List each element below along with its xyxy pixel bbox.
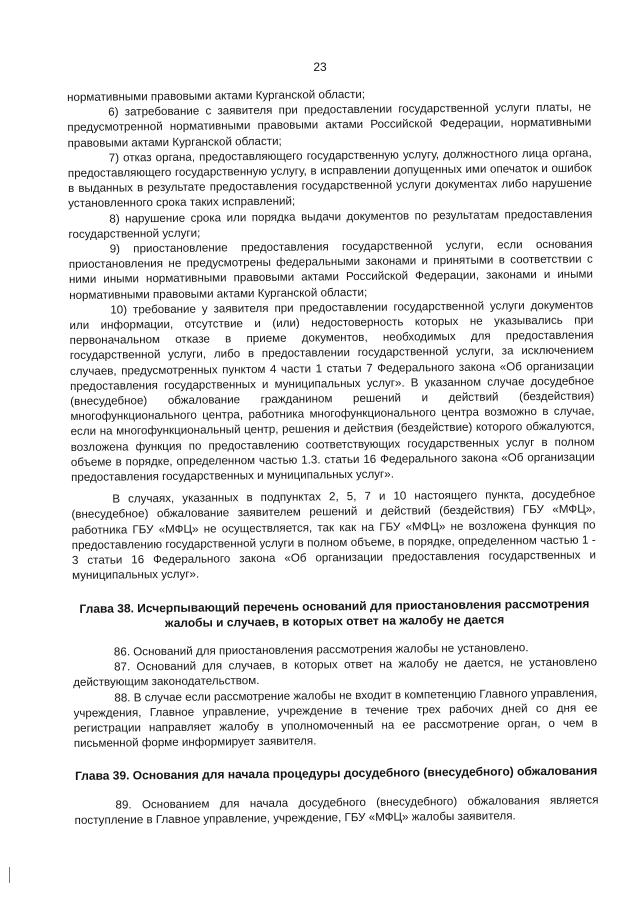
cases-paragraph: В случаях, указанных в подпунктах 2, 5, 7 и 10 настоящего пункта, досудебное (внесудебное) обжалование заявителем решений и действий (бездействия) ГБУ «МФЦ», работника ГБУ «МФЦ» не осуществляется, так как на ГБУ «МФЦ» не возложена функция по предоставлению государственной услуги в полном объеме, в порядке, определенном частью 1 - 3 статьи 16 Федерального закона «Об организации предоставления государственных и муниципальных услуг». [71, 487, 596, 583]
paragraph-89: 89. Основанием для начала досудебного (внесудебного) обжалования является поступление в Главное управление, учреждение, ГБУ «МФЦ» жалобы заявителя. [74, 793, 599, 827]
page-number: 23 [313, 60, 327, 74]
chapter-39-heading: Глава 39. Основания для начала процедуры досудебного (внесудебного) обжалования [74, 763, 598, 784]
chapter-38-heading: Глава 38. Исчерпывающий перечень оснований для приостановления рассмотрения жалобы и случаев, в которых ответ на жалобу не дается [79, 596, 590, 630]
continuation-line: нормативными правовыми актами Курганской области; [67, 87, 366, 104]
list-item: 10) требование у заявителя при предоставлении государственной услуги документов или информации, отсутствие и (или) недостоверность которых не указывались при первоначальном отказе в приеме документов, необходимых для предоставления государственной услуги, либо в предоставлении государственной услуги, за исключением случаев, предусмотренных пунктом 4 части 1 статьи 7 Федерального закона «Об организации предоставления государственных и муниципальных услуг». В указанном случае досудебное (внесудебное) обжалование гражданином решений и действий (бездействия) многофункционального центра, работника многофункционального центра возможно в случае, если на многофункциональный центр, решения и действия (бездействие) которого обжалуются, возложена функция по предоставлению соответствующих государственных услуг в полном объеме в порядке, определенном частью 1.3. статьи 16 Федерального закона «Об организации предоставления государственных и муниципальных услуг». [69, 298, 595, 485]
list-item: 8) нарушение срока или порядка выдачи документов по результатам предоставления государственной услуги; [68, 207, 593, 241]
list-item: 6) затребование с заявителя при предоставлении государственной услуги платы, не предусмотренной нормативными правовыми актами Российской Федерации, нормативными правовыми актами Курганской области; [67, 100, 592, 150]
list-item: 7) отказ органа, предоставляющего государственную услугу, должностного лица органа, предоставляющего государственную услугу, в исправлении допущенных ими опечаток и ошибок в выданных в результате предоставления государственной услуги документах либо нарушение установленного срока таких исправлений; [67, 146, 593, 211]
paragraph-87: 87. Оснований для случаев, в которых ответ на жалобу не дается, не установлено действующим законодательством. [73, 655, 598, 690]
document-body [67, 85, 599, 828]
paragraph-86: 86. Оснований для приостановления рассмотрения жалобы не установлено. [113, 641, 529, 659]
scan-edge-mark [9, 867, 10, 883]
paragraph-88: 88. В случае если рассмотрение жалобы не входит в компетенцию Главного управления, учреждения, Главное управление, учреждение в течение трех рабочих дней со дня ее регистрации направляет жалобу в уполномоченный на ее рассмотрение орган, о чем в письменной форме информирует заявителя. [73, 685, 598, 751]
list-item: 9) приостановление предоставления государственной услуги, если основания приостановления не предусмотрены федеральными законами и принятыми в соответствии с ними иными нормативными правовыми актами Российской Федерации, законами и иными нормативными правовыми актами Курганской области; [68, 237, 594, 302]
